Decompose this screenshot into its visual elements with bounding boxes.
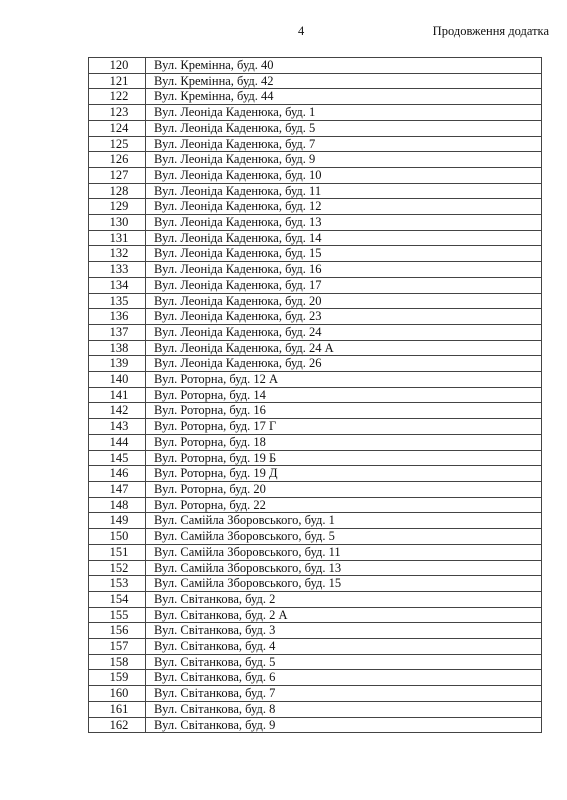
row-address: Вул. Леоніда Каденюка, буд. 17 xyxy=(146,277,542,293)
row-address: Вул. Кремінна, буд. 40 xyxy=(146,58,542,74)
row-number: 149 xyxy=(89,513,146,529)
table-row xyxy=(89,324,542,340)
table-row xyxy=(89,215,542,231)
row-number: 140 xyxy=(89,372,146,388)
address-table-body xyxy=(89,58,542,733)
row-number: 152 xyxy=(89,560,146,576)
table-row xyxy=(89,529,542,545)
table-row xyxy=(89,293,542,309)
row-number: 128 xyxy=(89,183,146,199)
table-row xyxy=(89,136,542,152)
table-row xyxy=(89,466,542,482)
row-number: 153 xyxy=(89,576,146,592)
row-number: 159 xyxy=(89,670,146,686)
row-address: Вул. Роторна, буд. 12 А xyxy=(146,372,542,388)
table-row xyxy=(89,183,542,199)
row-number: 157 xyxy=(89,639,146,655)
row-number: 121 xyxy=(89,73,146,89)
table-row xyxy=(89,340,542,356)
row-number: 141 xyxy=(89,387,146,403)
table-row xyxy=(89,701,542,717)
table-row xyxy=(89,607,542,623)
row-number: 154 xyxy=(89,591,146,607)
table-row xyxy=(89,89,542,105)
table-row xyxy=(89,717,542,733)
row-number: 131 xyxy=(89,230,146,246)
row-number: 120 xyxy=(89,58,146,74)
table-row xyxy=(89,623,542,639)
row-address: Вул. Леоніда Каденюка, буд. 26 xyxy=(146,356,542,372)
table-row xyxy=(89,639,542,655)
continuation-label: Продовження додатка xyxy=(432,24,549,38)
row-number: 150 xyxy=(89,529,146,545)
row-address: Вул. Світанкова, буд. 6 xyxy=(146,670,542,686)
row-address: Вул. Кремінна, буд. 44 xyxy=(146,89,542,105)
row-address: Вул. Світанкова, буд. 5 xyxy=(146,654,542,670)
row-number: 147 xyxy=(89,481,146,497)
table-row xyxy=(89,560,542,576)
table-row xyxy=(89,356,542,372)
row-address: Вул. Леоніда Каденюка, буд. 5 xyxy=(146,120,542,136)
row-address: Вул. Самійла Зборовського, буд. 11 xyxy=(146,544,542,560)
row-address: Вул. Леоніда Каденюка, буд. 1 xyxy=(146,105,542,121)
row-address: Вул. Леоніда Каденюка, буд. 14 xyxy=(146,230,542,246)
row-address: Вул. Роторна, буд. 18 xyxy=(146,434,542,450)
row-number: 146 xyxy=(89,466,146,482)
row-number: 135 xyxy=(89,293,146,309)
table-row xyxy=(89,387,542,403)
table-row xyxy=(89,120,542,136)
row-address: Вул. Роторна, буд. 19 Д xyxy=(146,466,542,482)
row-address: Вул. Леоніда Каденюка, буд. 9 xyxy=(146,152,542,168)
table-row xyxy=(89,167,542,183)
table-row xyxy=(89,246,542,262)
row-number: 137 xyxy=(89,324,146,340)
page-number: 4 xyxy=(298,24,305,38)
row-address: Вул. Леоніда Каденюка, буд. 15 xyxy=(146,246,542,262)
row-address: Вул. Самійла Зборовського, буд. 13 xyxy=(146,560,542,576)
row-number: 148 xyxy=(89,497,146,513)
row-address: Вул. Леоніда Каденюка, буд. 10 xyxy=(146,167,542,183)
table-row xyxy=(89,152,542,168)
row-address: Вул. Леоніда Каденюка, буд. 11 xyxy=(146,183,542,199)
row-number: 132 xyxy=(89,246,146,262)
row-address: Вул. Леоніда Каденюка, буд. 12 xyxy=(146,199,542,215)
row-number: 124 xyxy=(89,120,146,136)
row-number: 143 xyxy=(89,419,146,435)
row-address: Вул. Леоніда Каденюка, буд. 20 xyxy=(146,293,542,309)
row-address: Вул. Леоніда Каденюка, буд. 7 xyxy=(146,136,542,152)
row-address: Вул. Роторна, буд. 17 Г xyxy=(146,419,542,435)
row-number: 142 xyxy=(89,403,146,419)
row-address: Вул. Самійла Зборовського, буд. 5 xyxy=(146,529,542,545)
row-number: 130 xyxy=(89,215,146,231)
row-number: 158 xyxy=(89,654,146,670)
row-number: 127 xyxy=(89,167,146,183)
row-number: 123 xyxy=(89,105,146,121)
table-row xyxy=(89,309,542,325)
table-row xyxy=(89,73,542,89)
row-number: 151 xyxy=(89,544,146,560)
row-number: 160 xyxy=(89,686,146,702)
row-number: 161 xyxy=(89,701,146,717)
table-row xyxy=(89,58,542,74)
row-address: Вул. Світанкова, буд. 2 А xyxy=(146,607,542,623)
row-address: Вул. Роторна, буд. 22 xyxy=(146,497,542,513)
table-row xyxy=(89,230,542,246)
row-number: 126 xyxy=(89,152,146,168)
row-address: Вул. Світанкова, буд. 9 xyxy=(146,717,542,733)
row-address: Вул. Роторна, буд. 16 xyxy=(146,403,542,419)
row-address: Вул. Самійла Зборовського, буд. 15 xyxy=(146,576,542,592)
row-number: 139 xyxy=(89,356,146,372)
table-row xyxy=(89,434,542,450)
row-address: Вул. Самійла Зборовського, буд. 1 xyxy=(146,513,542,529)
table-row xyxy=(89,654,542,670)
table-row xyxy=(89,544,542,560)
row-address: Вул. Світанкова, буд. 3 xyxy=(146,623,542,639)
row-address: Вул. Леоніда Каденюка, буд. 24 А xyxy=(146,340,542,356)
row-number: 129 xyxy=(89,199,146,215)
row-address: Вул. Леоніда Каденюка, буд. 23 xyxy=(146,309,542,325)
row-number: 162 xyxy=(89,717,146,733)
row-address: Вул. Кремінна, буд. 42 xyxy=(146,73,542,89)
table-row xyxy=(89,105,542,121)
table-row xyxy=(89,419,542,435)
row-address: Вул. Світанкова, буд. 2 xyxy=(146,591,542,607)
row-address: Вул. Роторна, буд. 19 Б xyxy=(146,450,542,466)
row-number: 138 xyxy=(89,340,146,356)
address-table xyxy=(88,57,542,733)
row-number: 156 xyxy=(89,623,146,639)
row-address: Вул. Світанкова, буд. 7 xyxy=(146,686,542,702)
row-number: 155 xyxy=(89,607,146,623)
table-row xyxy=(89,199,542,215)
row-address: Вул. Світанкова, буд. 4 xyxy=(146,639,542,655)
row-number: 134 xyxy=(89,277,146,293)
row-address: Вул. Леоніда Каденюка, буд. 24 xyxy=(146,324,542,340)
table-row xyxy=(89,450,542,466)
table-row xyxy=(89,372,542,388)
table-row xyxy=(89,576,542,592)
table-row xyxy=(89,277,542,293)
table-row xyxy=(89,262,542,278)
table-row xyxy=(89,591,542,607)
row-number: 144 xyxy=(89,434,146,450)
row-address: Вул. Роторна, буд. 14 xyxy=(146,387,542,403)
table-row xyxy=(89,403,542,419)
table-row xyxy=(89,686,542,702)
table-row xyxy=(89,513,542,529)
table-row xyxy=(89,481,542,497)
row-number: 133 xyxy=(89,262,146,278)
row-number: 136 xyxy=(89,309,146,325)
table-row xyxy=(89,670,542,686)
row-address: Вул. Світанкова, буд. 8 xyxy=(146,701,542,717)
row-number: 145 xyxy=(89,450,146,466)
table-row xyxy=(89,497,542,513)
row-address: Вул. Леоніда Каденюка, буд. 13 xyxy=(146,215,542,231)
row-address: Вул. Роторна, буд. 20 xyxy=(146,481,542,497)
row-number: 122 xyxy=(89,89,146,105)
row-address: Вул. Леоніда Каденюка, буд. 16 xyxy=(146,262,542,278)
row-number: 125 xyxy=(89,136,146,152)
